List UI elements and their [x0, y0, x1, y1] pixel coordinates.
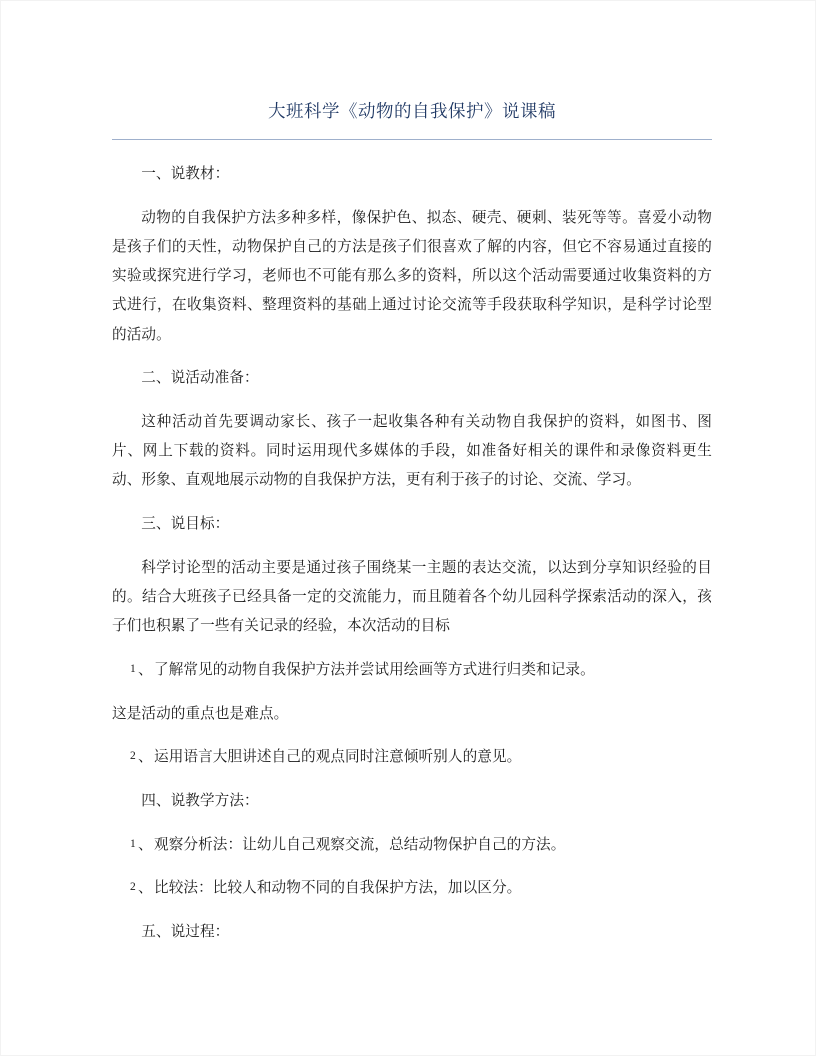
body-paragraph: 科学讨论型的活动主要是通过孩子围绕某一主题的表达交流，以达到分享知识经验的目的。结合大班孩子已经具备一定的交流能力，而且随着各个幼儿园科学探索活动的深入，孩子们也积累了一些有关记录的经验，本次活动的目标: [112, 559, 712, 635]
list-item-separator: 、: [138, 749, 153, 766]
body-paragraph: 动物的自我保护方法多种多样，像保护色、拟态、硬壳、硬刺、装死等等。喜爱小动物是孩子们的天性，动物保护自己的方法是孩子们很喜欢了解的内容，但它不容易通过直接的实验或探究进行学习，老师也不可能有那么多的资料，所以这个活动需要通过收集资料的方式进行，在收集资料、整理资料的基础上通过讨论交流等手段获取科学知识，是科学讨论型的活动。: [112, 209, 712, 343]
list-item-separator: 、: [138, 880, 153, 897]
section-heading: 三、说目标：: [141, 516, 230, 533]
section-heading: 四、说教学方法：: [141, 792, 259, 809]
list-item-number: 2: [130, 750, 136, 763]
document-content: [112, 1, 712, 947]
list-item: [112, 831, 712, 860]
body-paragraph: 这是活动的重点也是难点。: [112, 705, 289, 722]
list-item-number: 1: [130, 662, 136, 675]
list-item-number: 2: [130, 881, 136, 894]
list-item-number: 1: [130, 837, 136, 850]
list-item-text: 比较法：比较人和动物不同的自我保护方法，加以区分。: [154, 880, 522, 897]
section-heading: 五、说过程：: [141, 924, 230, 941]
title-divider: [112, 139, 712, 140]
body-paragraph: 这种活动首先要调动家长、孩子一起收集各种有关动物自我保护的资料，如图书、图片、网上下载的资料。同时运用现代多媒体的手段，如准备好相关的课件和录像资料更生动、形象、直观地展示动物的自我保护方法，更有利于孩子的讨论、交流、学习。: [112, 413, 712, 489]
list-item-text: 观察分析法：让幼儿自己观察交流，总结动物保护自己的方法。: [154, 836, 566, 853]
section-heading: 二、说活动准备：: [141, 370, 259, 387]
list-item: [112, 874, 712, 903]
document-body: [112, 160, 712, 947]
page-title: 大班科学《动物的自我保护》说课稿: [268, 101, 556, 121]
list-item-text: 了解常见的动物自我保护方法并尝试用绘画等方式进行归类和记录。: [154, 661, 595, 678]
list-item-separator: 、: [138, 836, 153, 853]
section-heading: 一、说教材：: [141, 166, 230, 182]
list-item: [112, 743, 712, 772]
list-item-text: 运用语言大胆讲述自己的观点同时注意倾听别人的意见。: [154, 749, 522, 766]
list-item: [112, 656, 712, 685]
list-item-separator: 、: [138, 661, 153, 678]
